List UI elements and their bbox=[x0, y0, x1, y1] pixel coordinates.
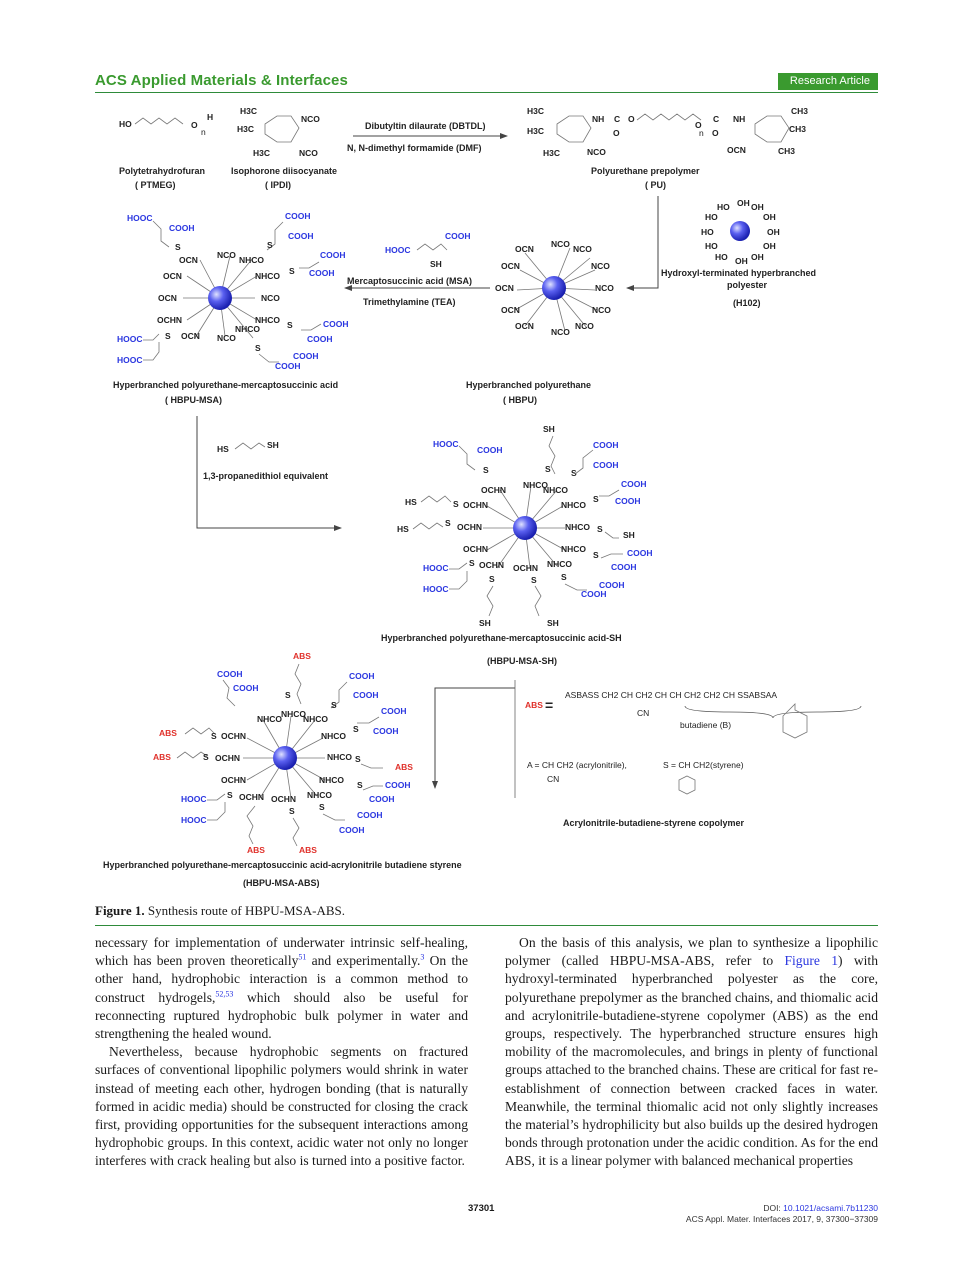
group-s: S bbox=[445, 518, 451, 528]
group-nh: NH bbox=[733, 114, 746, 124]
group-nco: NCO bbox=[592, 305, 611, 315]
connector-pu-to-hbpu bbox=[627, 196, 658, 288]
group-hooc: HOOC bbox=[117, 334, 143, 344]
group-s: S bbox=[227, 790, 233, 800]
group-s: S bbox=[289, 266, 295, 276]
group-abs: ABS bbox=[293, 651, 311, 661]
hbpu-msa-sh-core-sphere bbox=[513, 516, 537, 540]
group-oh: OH bbox=[763, 241, 776, 251]
group-ochn: OCHN bbox=[479, 560, 505, 570]
group-nco: NCO bbox=[299, 148, 318, 158]
ptmeg-abbr: ( PTMEG) bbox=[135, 180, 176, 190]
group-hooc: HOOC bbox=[127, 213, 153, 223]
group-ch3: CH3 bbox=[791, 106, 809, 116]
group-sh: SH bbox=[430, 259, 442, 269]
msa-label: Mercaptosuccinic acid (MSA) bbox=[347, 276, 473, 286]
group-cooh: COOH bbox=[611, 562, 637, 572]
group-nhco: NHCO bbox=[307, 790, 333, 800]
group-nco: NCO bbox=[575, 321, 594, 331]
group-cooh: COOH bbox=[593, 460, 619, 470]
article-type-badge: Research Article bbox=[778, 73, 878, 90]
group-hs: HS bbox=[217, 444, 229, 454]
group-h3c: H3C bbox=[253, 148, 271, 158]
group-ocn: OCN bbox=[179, 255, 198, 265]
group-s: S bbox=[597, 524, 603, 534]
group-s: S bbox=[483, 465, 489, 475]
group-abs: ABS bbox=[159, 728, 177, 738]
svg-text:=: = bbox=[545, 697, 554, 713]
group-cooh: COOH bbox=[615, 496, 641, 506]
group-nh: NH bbox=[592, 114, 605, 124]
propanedithiol-label: 1,3-propanedithiol equivalent bbox=[203, 471, 329, 481]
group-hooc: HOOC bbox=[385, 245, 411, 255]
group-ochn: OCHN bbox=[463, 544, 489, 554]
benzene-ring-icon bbox=[783, 704, 807, 738]
group-s: S bbox=[545, 464, 551, 474]
left-paragraph-1: necessary for implementation of underwater intrinsic self-healing, which has been proven theoretically$^{51}$ and experimentally.$^3$ On the other hand, hydrophobic interaction is a common method to construct hydrogels,$^{52,53}$ which should also be useful for reconnecting ruptured hydrophobic bulk polymer in water and strengthening the healed wound. bbox=[95, 935, 468, 1042]
tea-label: Trimethylamine (TEA) bbox=[363, 297, 456, 307]
group-nhco: NHCO bbox=[543, 485, 569, 495]
solvent-label: N, N-dimethyl formamide (DMF) bbox=[347, 143, 482, 153]
caption-label: Figure 1. bbox=[95, 903, 145, 918]
group-nhco: NHCO bbox=[303, 714, 329, 724]
group-cooh: COOH bbox=[353, 690, 379, 700]
group-s: S bbox=[285, 690, 291, 700]
group-o: O bbox=[191, 120, 198, 130]
group-nhco: NHCO bbox=[547, 559, 573, 569]
group-ocn: OCN bbox=[495, 283, 514, 293]
pu-prepolymer-structure bbox=[527, 106, 808, 190]
group-s: S bbox=[453, 499, 459, 509]
group-c: C bbox=[713, 114, 720, 124]
group-hooc: HOOC bbox=[181, 794, 207, 804]
group-ochn: OCHN bbox=[221, 775, 247, 785]
s-definition: S = CH CH2(styrene) bbox=[663, 760, 744, 770]
group-ochn: OCHN bbox=[463, 500, 489, 510]
ptmeg-name: Polytetrahydrofuran bbox=[119, 166, 206, 176]
group-ho: HO bbox=[705, 241, 718, 251]
hbpu-msa-sh-structure bbox=[381, 424, 653, 666]
group-o: O bbox=[712, 128, 719, 138]
group-s: S bbox=[571, 468, 577, 478]
abs-chain: ASBASS CH2 CH CH2 CH CH CH2 CH2 CH SSABSAA bbox=[565, 690, 778, 700]
group-ochn: OCHN bbox=[215, 753, 241, 763]
group-nhco: NHCO bbox=[257, 714, 283, 724]
styrene-ring-icon bbox=[679, 776, 695, 794]
group-s: S bbox=[353, 724, 359, 734]
group-ocn: OCN bbox=[158, 293, 177, 303]
page-number: 37301 bbox=[468, 1203, 495, 1214]
hbpu-msa-name: Hyperbranched polyurethane-mercaptosuccinic acid bbox=[113, 380, 339, 390]
group-s: S bbox=[165, 331, 171, 341]
group-nco: NCO bbox=[587, 147, 606, 157]
group-s: S bbox=[593, 550, 599, 560]
group-oh: OH bbox=[735, 256, 748, 266]
doi-link[interactable]: 10.1021/acsami.7b11230 bbox=[783, 1203, 878, 1213]
group-nhco: NHCO bbox=[235, 324, 261, 334]
group-s: S bbox=[287, 320, 293, 330]
group-sh: SH bbox=[267, 440, 279, 450]
group-nhco: NHCO bbox=[565, 522, 591, 532]
group-ochn: OCHN bbox=[271, 794, 297, 804]
group-cooh: COOH bbox=[369, 794, 395, 804]
group-cooh: COOH bbox=[581, 589, 607, 599]
group-s: S bbox=[289, 806, 295, 816]
h102-core-sphere bbox=[730, 221, 750, 241]
group-cooh: COOH bbox=[621, 479, 647, 489]
group-s: S bbox=[331, 700, 337, 710]
group-nco: NCO bbox=[261, 293, 280, 303]
figure-1-link[interactable]: Figure 1 bbox=[784, 953, 839, 969]
group-cooh: COOH bbox=[307, 334, 333, 344]
group-sh: SH bbox=[543, 424, 555, 434]
group-ochn: OCHN bbox=[481, 485, 507, 495]
group-nhco: NHCO bbox=[561, 500, 587, 510]
group-hooc: HOOC bbox=[423, 563, 449, 573]
group-s: S bbox=[255, 343, 261, 353]
a-definition: A = CH CH2 (acrylonitrile), bbox=[527, 760, 627, 770]
group-nco: NCO bbox=[217, 250, 236, 260]
hbpu-msa-abs-core-sphere bbox=[273, 746, 297, 770]
ipdi-name: Isophorone diisocyanate bbox=[231, 166, 338, 176]
group-sh: SH bbox=[547, 618, 559, 628]
group-cooh: COOH bbox=[275, 361, 301, 371]
group-oh: OH bbox=[767, 227, 780, 237]
hbpu-msa-sh-name: Hyperbranched polyurethane-mercaptosuccinic acid-SH bbox=[381, 633, 622, 643]
group-cooh: COOH bbox=[288, 231, 314, 241]
group-hs: HS bbox=[405, 497, 417, 507]
abs-definition bbox=[515, 680, 861, 828]
group-ochn: OCHN bbox=[157, 315, 183, 325]
hbpu-msa-abs-name: Hyperbranched polyurethane-mercaptosuccinic acid-acrylonitrile butadiene styrene bbox=[103, 860, 462, 870]
left-column bbox=[95, 934, 468, 1171]
group-s: S bbox=[267, 240, 273, 250]
hbpu-msa-core-sphere bbox=[208, 286, 232, 310]
group-nhco: NHCO bbox=[523, 480, 549, 490]
group-abs: ABS bbox=[395, 762, 413, 772]
group-abs: ABS bbox=[153, 752, 171, 762]
group-ocn: OCN bbox=[181, 331, 200, 341]
group-oh: OH bbox=[751, 252, 764, 262]
group-o: O bbox=[695, 120, 702, 130]
group-ocn: OCN bbox=[501, 261, 520, 271]
group-cooh: COOH bbox=[309, 268, 335, 278]
group-ch3: CH3 bbox=[789, 124, 807, 134]
group-nco: NCO bbox=[591, 261, 610, 271]
group-ho: HO bbox=[705, 212, 718, 222]
group-cooh: COOH bbox=[385, 780, 411, 790]
group-abs: ABS bbox=[247, 845, 265, 855]
group-ho: HO bbox=[717, 202, 730, 212]
group-ochn: OCHN bbox=[221, 731, 247, 741]
group-h: H bbox=[207, 112, 214, 122]
hbpu-structure bbox=[466, 239, 614, 405]
group-cooh: COOH bbox=[169, 223, 195, 233]
hbpu-core-sphere bbox=[542, 276, 566, 300]
group-s: S bbox=[211, 731, 217, 741]
figure-caption bbox=[95, 903, 345, 919]
group-nco: NCO bbox=[551, 327, 570, 337]
group-s: S bbox=[203, 752, 209, 762]
doi-footer: DOI: 10.1021/acsami.7b11230 ACS Appl. Mater. Interfaces 2017, 9, 37300−37309 bbox=[685, 1203, 878, 1224]
abs-cn: CN bbox=[637, 708, 650, 718]
group-s: S bbox=[469, 558, 475, 568]
group-sh: SH bbox=[479, 618, 491, 628]
hbpu-msa-abs-abbr: (HBPU-MSA-ABS) bbox=[243, 878, 320, 888]
reference-link[interactable]: 52,53 bbox=[215, 989, 234, 999]
caption-text: Synthesis route of HBPU-MSA-ABS. bbox=[144, 903, 346, 918]
group-cooh: COOH bbox=[320, 250, 346, 260]
group-nhco: NHCO bbox=[239, 255, 265, 265]
group-cooh: COOH bbox=[593, 440, 619, 450]
hbpu-msa-sh-abbr: (HBPU-MSA-SH) bbox=[487, 656, 557, 666]
group-cooh: COOH bbox=[323, 319, 349, 329]
journal-title: ACS Applied Materials & Interfaces bbox=[95, 72, 348, 89]
group-ocn: OCN bbox=[163, 271, 182, 281]
pu-name: Polyurethane prepolymer bbox=[591, 166, 700, 176]
group-cooh: COOH bbox=[477, 445, 503, 455]
group-s: S bbox=[531, 575, 537, 585]
group-nco: NCO bbox=[573, 244, 592, 254]
group-n: n bbox=[699, 128, 704, 138]
group-nhco: NHCO bbox=[319, 775, 345, 785]
abs-label: ABS bbox=[525, 700, 543, 710]
group-h3c: H3C bbox=[240, 106, 258, 116]
group-c: C bbox=[614, 114, 621, 124]
group-ocn: OCN bbox=[515, 244, 534, 254]
hbpu-msa-abs-structure bbox=[103, 651, 462, 888]
ptmeg-structure bbox=[119, 112, 213, 190]
group-nhco: NHCO bbox=[255, 271, 281, 281]
left-paragraph-2: Nevertheless, because hydrophobic segments on fractured surfaces of conventional lipophilic polymers would shrink in water instead of meeting each other, hydrogen bonding (that is naturally formed in acidic media) should be constructed for closing the crack first, providing opportunities for the subsequent interactions among hydrophobic groups. In this context, acidic water not only no longer interferes with crack healing but also is turned into a positive factor. bbox=[95, 1044, 468, 1169]
group-oh: OH bbox=[763, 212, 776, 222]
group-hooc: HOOC bbox=[423, 584, 449, 594]
group-cooh: COOH bbox=[339, 825, 365, 835]
group-cooh: COOH bbox=[381, 706, 407, 716]
group-ho: HO bbox=[715, 252, 728, 262]
group-cooh: COOH bbox=[373, 726, 399, 736]
group-hs: HS bbox=[397, 524, 409, 534]
group-abs: ABS bbox=[299, 845, 317, 855]
group-sh: SH bbox=[623, 530, 635, 540]
group-oh: OH bbox=[737, 198, 750, 208]
hbpu-msa-abbr: ( HBPU-MSA) bbox=[165, 395, 222, 405]
group-ocn: OCN bbox=[501, 305, 520, 315]
hbpu-name: Hyperbranched polyurethane bbox=[466, 380, 592, 390]
group-s: S bbox=[175, 242, 181, 252]
catalyst-label: Dibutyltin dilaurate (DBTDL) bbox=[365, 121, 486, 131]
group-hooc: HOOC bbox=[117, 355, 143, 365]
group-cooh: COOH bbox=[627, 548, 653, 558]
group-nco: NCO bbox=[301, 114, 320, 124]
group-nco: NCO bbox=[551, 239, 570, 249]
group-h3c: H3C bbox=[527, 126, 545, 136]
group-s: S bbox=[489, 574, 495, 584]
connector-sh-to-abs bbox=[435, 688, 515, 788]
group-ocn: OCN bbox=[515, 321, 534, 331]
group-ho: HO bbox=[701, 227, 714, 237]
reference-link[interactable]: 51 bbox=[298, 952, 307, 962]
ipdi-abbr: ( IPDI) bbox=[265, 180, 291, 190]
group-nhco: NHCO bbox=[561, 544, 587, 554]
page-header bbox=[95, 72, 878, 93]
group-nhco: NHCO bbox=[327, 752, 353, 762]
group-ch3: CH3 bbox=[778, 146, 796, 156]
group-s: S bbox=[593, 494, 599, 504]
reaction-arrow-1 bbox=[347, 121, 507, 153]
caption-divider bbox=[95, 925, 878, 926]
group-nhco: NHCO bbox=[321, 731, 347, 741]
group-ocn: OCN bbox=[727, 145, 746, 155]
pu-abbr: ( PU) bbox=[645, 180, 666, 190]
group-cooh: COOH bbox=[357, 810, 383, 820]
group-nco: NCO bbox=[217, 333, 236, 343]
group-cooh: COOH bbox=[233, 683, 259, 693]
group-cooh: COOH bbox=[285, 211, 311, 221]
msa-reagent bbox=[345, 231, 490, 307]
group-nhco: NHCO bbox=[255, 315, 281, 325]
group-o: O bbox=[613, 128, 620, 138]
group-h3c: H3C bbox=[527, 106, 545, 116]
group-ho: HO bbox=[119, 119, 132, 129]
h102-name-line1: Hydroxyl-terminated hyperbranched bbox=[661, 268, 817, 278]
hbpu-abbr: ( HBPU) bbox=[503, 395, 537, 405]
ipdi-structure bbox=[231, 106, 337, 190]
group-h3c: H3C bbox=[543, 148, 561, 158]
abs-cn: CN bbox=[547, 774, 560, 784]
reference-link[interactable]: 3 bbox=[420, 952, 425, 962]
butadiene-label: butadiene (B) bbox=[680, 720, 732, 730]
group-cooh: COOH bbox=[445, 231, 471, 241]
group-hooc: HOOC bbox=[433, 439, 459, 449]
group-cooh: COOH bbox=[599, 580, 625, 590]
group-h3c: H3C bbox=[237, 124, 255, 134]
group-ochn: OCHN bbox=[457, 522, 483, 532]
group-ochn: OCHN bbox=[239, 792, 265, 802]
group-cooh: COOH bbox=[217, 669, 243, 679]
propanedithiol-reagent bbox=[203, 440, 328, 481]
group-s: S bbox=[357, 780, 363, 790]
synthesis-scheme-figure bbox=[95, 98, 878, 898]
h102-structure bbox=[661, 198, 816, 308]
right-column bbox=[505, 934, 878, 1171]
group-cooh: COOH bbox=[293, 351, 319, 361]
h102-abbr: (H102) bbox=[733, 298, 761, 308]
citation: ACS Appl. Mater. Interfaces 2017, 9, 37300−37309 bbox=[685, 1214, 878, 1224]
group-nco: NCO bbox=[595, 283, 614, 293]
hbpu-msa-structure bbox=[113, 211, 349, 405]
group-cooh: COOH bbox=[349, 671, 375, 681]
group-n: n bbox=[201, 127, 206, 137]
group-s: S bbox=[561, 572, 567, 582]
group-o: O bbox=[628, 114, 635, 124]
group-nhco: NHCO bbox=[281, 709, 307, 719]
group-s: S bbox=[319, 802, 325, 812]
right-paragraph-1: On the basis of this analysis, we plan to synthesize a lipophilic polymer (called HBPU-MSA-ABS, refer to Figure 1) with hydroxyl-terminated hyperbranched polyester as the core, polyurethane prepolymer as the branched chains, and thiomalic acid and acrylonitrile-butadiene-styrene copolymer (ABS) as the end groups, respectively. The hyperbranched structure ensures high mobility of the macromolecules, and brings in plenty of functional groups attached to the branched chains. These are critical for fast re-establishment of connection between cracked faces in water. Meanwhile, the terminal thiomalic acid not only slightly increases the material’s hydrophilicity but also builds up the desired hydrogen bonds through protonation under the acidic condition. As for the end ABS, it is a linear polymer with balanced mechanical properties bbox=[505, 935, 878, 1169]
group-s: S bbox=[355, 754, 361, 764]
abs-copolymer-name: Acrylonitrile-butadiene-styrene copolymer bbox=[563, 818, 745, 828]
group-hooc: HOOC bbox=[181, 815, 207, 825]
group-ochn: OCHN bbox=[513, 563, 539, 573]
h102-name-line2: polyester bbox=[727, 280, 768, 290]
group-oh: OH bbox=[751, 202, 764, 212]
